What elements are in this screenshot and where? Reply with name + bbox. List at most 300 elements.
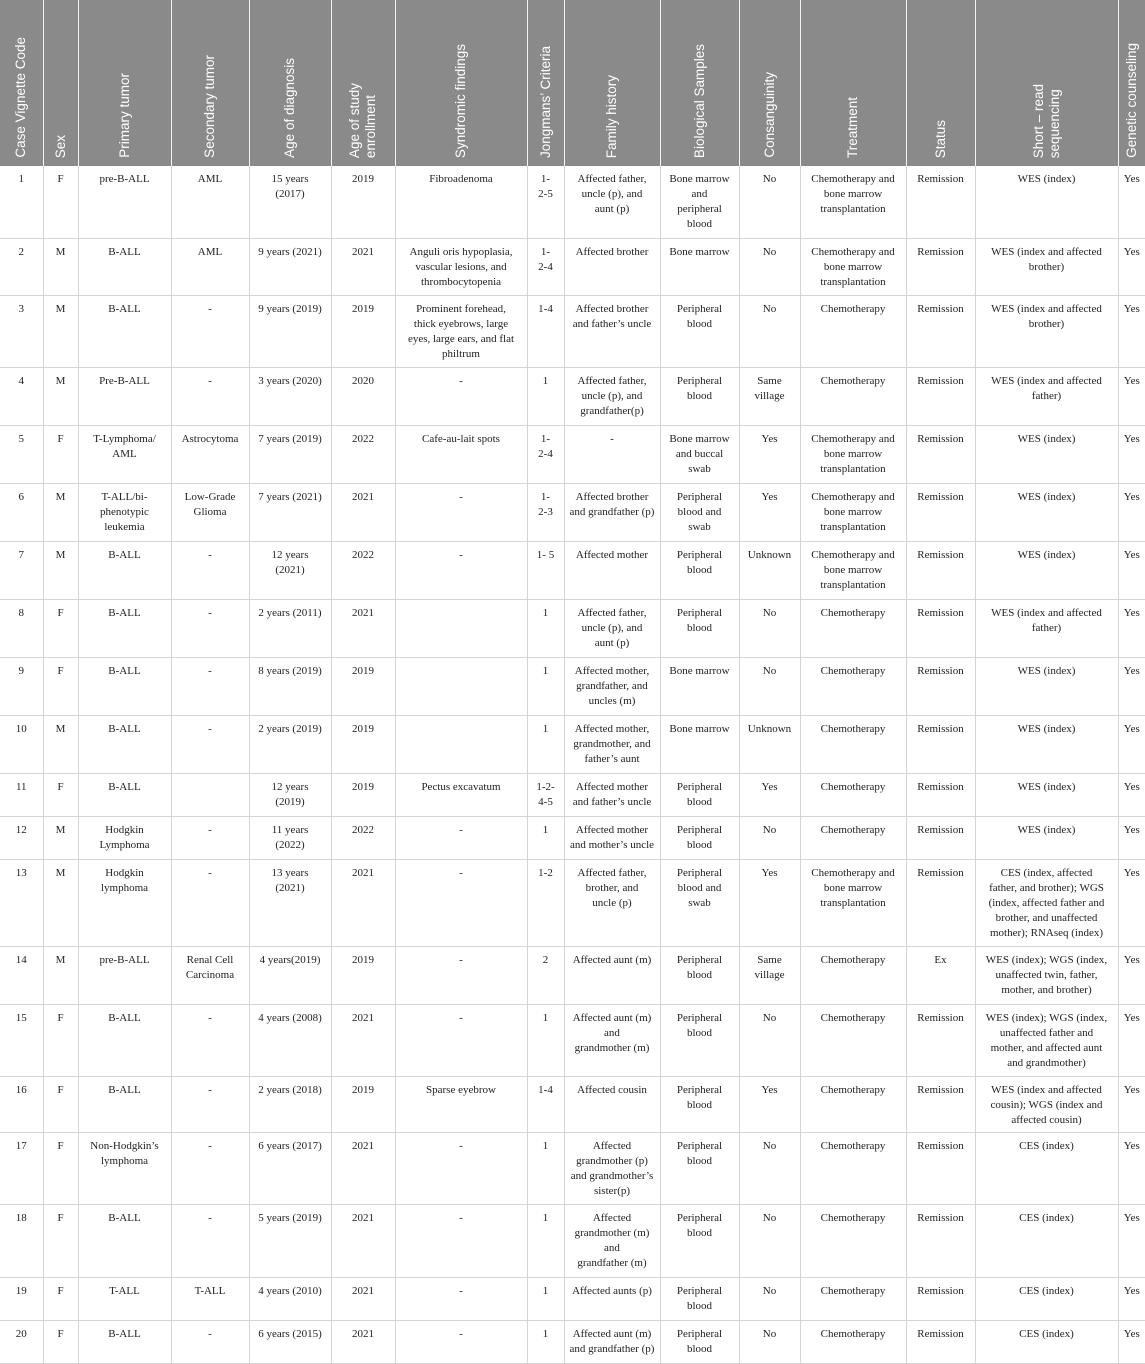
header-syndromic-findings <box>395 0 527 166</box>
header-age-of-diagnosis <box>249 0 331 166</box>
cell-age-of-diagnosis: 2 years (2019) <box>249 715 331 773</box>
cell-family-history: Affected grandmother (p) and grandmother’s sister(p) <box>564 1132 660 1204</box>
cell-genetic-counseling: Yes <box>1118 657 1145 715</box>
header-consanguinity <box>739 0 800 166</box>
cell-jongmans-criteria: 1 <box>527 1320 564 1363</box>
cell-jongmans-criteria: 1 <box>527 657 564 715</box>
cell-age-of-enrollment: 2021 <box>331 1277 395 1320</box>
cell-genetic-counseling: Yes <box>1118 295 1145 367</box>
header-age-of-enrollment <box>331 0 395 166</box>
cell-primary-tumor: T-Lymphoma/ AML <box>78 425 171 483</box>
cell-treatment: Chemotherapy <box>800 773 906 816</box>
cell-primary-tumor: B-ALL <box>78 599 171 657</box>
cell-secondary-tumor: - <box>171 1004 249 1076</box>
column-header-label: Consanguinity <box>761 72 777 158</box>
cell-jongmans-criteria: 1- 2-3 <box>527 483 564 541</box>
column-header-label: Age of study enrollment <box>347 82 378 158</box>
cell-syndromic-findings: Sparse eyebrow <box>395 1076 527 1132</box>
cell-biological-samples: Peripheral blood <box>660 1076 739 1132</box>
cell-sequencing: WES (index) <box>975 541 1118 599</box>
cell-sequencing: WES (index) <box>975 425 1118 483</box>
cell-age-of-enrollment: 2021 <box>331 483 395 541</box>
cell-family-history: Affected mother <box>564 541 660 599</box>
cell-primary-tumor: Hodgkin Lymphoma <box>78 816 171 859</box>
cell-sequencing: WES (index) <box>975 816 1118 859</box>
cell-primary-tumor: pre-B-ALL <box>78 166 171 238</box>
cell-consanguinity: No <box>739 1132 800 1204</box>
cell-case-code: 1 <box>0 166 43 238</box>
cell-family-history: - <box>564 425 660 483</box>
header-family-history <box>564 0 660 166</box>
cell-consanguinity: Yes <box>739 773 800 816</box>
cell-consanguinity: No <box>739 238 800 295</box>
header-secondary-tumor <box>171 0 249 166</box>
cell-genetic-counseling: Yes <box>1118 166 1145 238</box>
table-row <box>0 166 1145 238</box>
cell-consanguinity: Yes <box>739 425 800 483</box>
cell-status: Remission <box>906 483 975 541</box>
cell-age-of-enrollment: 2019 <box>331 715 395 773</box>
cell-age-of-diagnosis: 4 years(2019) <box>249 946 331 1004</box>
header-jongmans-criteria <box>527 0 564 166</box>
cell-age-of-diagnosis: 12 years (2019) <box>249 773 331 816</box>
cell-age-of-diagnosis: 11 years (2022) <box>249 816 331 859</box>
cell-family-history: Affected mother, grandmother, and father’s aunt <box>564 715 660 773</box>
cell-sex: M <box>43 946 78 1004</box>
cell-sequencing: CES (index) <box>975 1132 1118 1204</box>
header-treatment <box>800 0 906 166</box>
cell-biological-samples: Peripheral blood <box>660 599 739 657</box>
cell-status: Remission <box>906 425 975 483</box>
cell-sex: F <box>43 599 78 657</box>
cell-age-of-diagnosis: 7 years (2019) <box>249 425 331 483</box>
table-row <box>0 657 1145 715</box>
cell-biological-samples: Peripheral blood <box>660 946 739 1004</box>
cell-genetic-counseling: Yes <box>1118 367 1145 425</box>
cell-syndromic-findings: Pectus excavatum <box>395 773 527 816</box>
cell-secondary-tumor: - <box>171 1204 249 1277</box>
table-row <box>0 1076 1145 1132</box>
cell-case-code: 4 <box>0 367 43 425</box>
cell-jongmans-criteria: 1 <box>527 1004 564 1076</box>
header-genetic-counseling <box>1118 0 1145 166</box>
cell-status: Remission <box>906 1132 975 1204</box>
cell-treatment: Chemotherapy <box>800 715 906 773</box>
cell-secondary-tumor <box>171 773 249 816</box>
cell-case-code: 17 <box>0 1132 43 1204</box>
cell-age-of-enrollment: 2021 <box>331 1320 395 1363</box>
cell-case-code: 18 <box>0 1204 43 1277</box>
table-row <box>0 483 1145 541</box>
table-body <box>0 166 1145 1363</box>
cell-treatment: Chemotherapy <box>800 657 906 715</box>
cell-jongmans-criteria: 1 <box>527 1132 564 1204</box>
cell-consanguinity: Yes <box>739 483 800 541</box>
cell-consanguinity: Unknown <box>739 541 800 599</box>
cell-primary-tumor: pre-B-ALL <box>78 946 171 1004</box>
cell-case-code: 8 <box>0 599 43 657</box>
cell-case-code: 2 <box>0 238 43 295</box>
column-header-label: Secondary tumor <box>202 55 217 158</box>
cell-jongmans-criteria: 1-4 <box>527 1076 564 1132</box>
cell-sequencing: WES (index and affected brother) <box>975 238 1118 295</box>
cell-syndromic-findings: Anguli oris hypoplasia, vascular lesions, and thrombocytopenia <box>395 238 527 295</box>
cell-jongmans-criteria: 2 <box>527 946 564 1004</box>
cell-treatment: Chemotherapy <box>800 599 906 657</box>
cell-sequencing: WES (index and affected brother) <box>975 295 1118 367</box>
cell-biological-samples: Peripheral blood <box>660 816 739 859</box>
cell-age-of-enrollment: 2022 <box>331 541 395 599</box>
cell-sex: M <box>43 541 78 599</box>
cell-treatment: Chemotherapy and bone marrow transplantation <box>800 483 906 541</box>
cell-secondary-tumor: AML <box>171 166 249 238</box>
cell-family-history: Affected father, brother, and uncle (p) <box>564 859 660 946</box>
cell-status: Remission <box>906 367 975 425</box>
cell-biological-samples: Peripheral blood <box>660 1277 739 1320</box>
header-biological-samples <box>660 0 739 166</box>
cell-consanguinity: No <box>739 1320 800 1363</box>
cell-consanguinity: Yes <box>739 859 800 946</box>
cell-genetic-counseling: Yes <box>1118 859 1145 946</box>
table-row <box>0 599 1145 657</box>
cell-age-of-diagnosis: 7 years (2021) <box>249 483 331 541</box>
header-case-code <box>0 0 43 166</box>
cell-status: Remission <box>906 541 975 599</box>
cell-sequencing: CES (index, affected father, and brother); WGS (index, affected father and brother, and unaffected mother); RNAseq (index) <box>975 859 1118 946</box>
cell-genetic-counseling: Yes <box>1118 816 1145 859</box>
cell-biological-samples: Peripheral blood <box>660 367 739 425</box>
cell-age-of-enrollment: 2019 <box>331 295 395 367</box>
cell-family-history: Affected cousin <box>564 1076 660 1132</box>
header-primary-tumor <box>78 0 171 166</box>
cell-case-code: 3 <box>0 295 43 367</box>
cell-secondary-tumor: - <box>171 599 249 657</box>
cell-jongmans-criteria: 1 <box>527 816 564 859</box>
cell-biological-samples: Bone marrow <box>660 238 739 295</box>
cell-primary-tumor: Hodgkin lymphoma <box>78 859 171 946</box>
cell-consanguinity: No <box>739 599 800 657</box>
header-sequencing <box>975 0 1118 166</box>
column-header-label: Short – read sequencing <box>1030 83 1062 158</box>
cell-sequencing: WES (index) <box>975 483 1118 541</box>
cell-age-of-enrollment: 2019 <box>331 657 395 715</box>
cell-jongmans-criteria: 1- 5 <box>527 541 564 599</box>
cell-age-of-enrollment: 2021 <box>331 599 395 657</box>
cell-family-history: Affected mother, grandfather, and uncles (m) <box>564 657 660 715</box>
cell-family-history: Affected mother and mother’s uncle <box>564 816 660 859</box>
cell-biological-samples: Peripheral blood <box>660 1132 739 1204</box>
table-row <box>0 1204 1145 1277</box>
cell-genetic-counseling: Yes <box>1118 541 1145 599</box>
cell-consanguinity: No <box>739 816 800 859</box>
column-header-label: Jongmans’ Criteria <box>537 45 553 158</box>
cell-consanguinity: No <box>739 1277 800 1320</box>
cell-syndromic-findings: - <box>395 367 527 425</box>
cell-syndromic-findings: Cafe-au-lait spots <box>395 425 527 483</box>
cell-treatment: Chemotherapy <box>800 1076 906 1132</box>
cell-secondary-tumor: - <box>171 816 249 859</box>
cell-secondary-tumor: - <box>171 1076 249 1132</box>
cell-sex: F <box>43 1277 78 1320</box>
cell-primary-tumor: B-ALL <box>78 238 171 295</box>
cell-family-history: Affected grandmother (m) and grandfather (m) <box>564 1204 660 1277</box>
cell-primary-tumor: T-ALL <box>78 1277 171 1320</box>
cell-treatment: Chemotherapy <box>800 367 906 425</box>
cell-genetic-counseling: Yes <box>1118 1076 1145 1132</box>
cell-jongmans-criteria: 1-2 <box>527 859 564 946</box>
cell-sequencing: WES (index) <box>975 715 1118 773</box>
table-row <box>0 1277 1145 1320</box>
cell-status: Remission <box>906 295 975 367</box>
cell-primary-tumor: B-ALL <box>78 541 171 599</box>
cell-consanguinity: No <box>739 166 800 238</box>
table-row <box>0 295 1145 367</box>
cell-treatment: Chemotherapy <box>800 946 906 1004</box>
cell-status: Remission <box>906 599 975 657</box>
cell-case-code: 10 <box>0 715 43 773</box>
cell-syndromic-findings: - <box>395 1204 527 1277</box>
cell-sequencing: WES (index) <box>975 657 1118 715</box>
cell-sex: M <box>43 816 78 859</box>
cell-case-code: 6 <box>0 483 43 541</box>
table-row <box>0 425 1145 483</box>
column-header-label: Status <box>932 119 948 158</box>
cell-secondary-tumor: - <box>171 657 249 715</box>
cell-biological-samples: Peripheral blood <box>660 773 739 816</box>
cell-status: Remission <box>906 166 975 238</box>
table-row <box>0 367 1145 425</box>
cell-age-of-diagnosis: 4 years (2010) <box>249 1277 331 1320</box>
cell-primary-tumor: T-ALL/bi- phenotypic leukemia <box>78 483 171 541</box>
cell-primary-tumor: Pre-B-ALL <box>78 367 171 425</box>
cell-sex: F <box>43 1320 78 1363</box>
cell-treatment: Chemotherapy <box>800 816 906 859</box>
cell-secondary-tumor: - <box>171 367 249 425</box>
cell-syndromic-findings: - <box>395 483 527 541</box>
cell-age-of-enrollment: 2019 <box>331 946 395 1004</box>
table-row <box>0 1004 1145 1076</box>
cell-jongmans-criteria: 1 <box>527 367 564 425</box>
cell-sequencing: CES (index) <box>975 1277 1118 1320</box>
cell-age-of-diagnosis: 4 years (2008) <box>249 1004 331 1076</box>
cell-age-of-diagnosis: 5 years (2019) <box>249 1204 331 1277</box>
cell-primary-tumor: B-ALL <box>78 1076 171 1132</box>
cell-jongmans-criteria: 1- 2-5 <box>527 166 564 238</box>
cell-consanguinity: Same village <box>739 367 800 425</box>
cell-syndromic-findings <box>395 715 527 773</box>
cell-jongmans-criteria: 1-2- 4-5 <box>527 773 564 816</box>
cell-status: Remission <box>906 1004 975 1076</box>
column-header-label: Genetic counseling <box>1123 43 1139 158</box>
header-sex <box>43 0 78 166</box>
cell-syndromic-findings: - <box>395 1277 527 1320</box>
cell-sequencing: WES (index); WGS (index, unaffected father and mother, and affected aunt and grandmother) <box>975 1004 1118 1076</box>
cell-case-code: 14 <box>0 946 43 1004</box>
header-row <box>0 0 1145 166</box>
cell-primary-tumor: B-ALL <box>78 715 171 773</box>
cell-status: Remission <box>906 657 975 715</box>
cell-treatment: Chemotherapy <box>800 1204 906 1277</box>
cell-secondary-tumor: - <box>171 295 249 367</box>
cell-case-code: 19 <box>0 1277 43 1320</box>
cell-genetic-counseling: Yes <box>1118 773 1145 816</box>
cell-status: Remission <box>906 238 975 295</box>
cell-case-code: 13 <box>0 859 43 946</box>
cell-sequencing: WES (index); WGS (index, unaffected twin, father, mother, and brother) <box>975 946 1118 1004</box>
cell-sequencing: CES (index) <box>975 1204 1118 1277</box>
cell-sex: M <box>43 715 78 773</box>
cell-age-of-enrollment: 2022 <box>331 425 395 483</box>
cell-family-history: Affected brother and grandfather (p) <box>564 483 660 541</box>
cell-syndromic-findings: - <box>395 946 527 1004</box>
cell-age-of-diagnosis: 6 years (2015) <box>249 1320 331 1363</box>
cell-case-code: 20 <box>0 1320 43 1363</box>
cell-treatment: Chemotherapy and bone marrow transplantation <box>800 541 906 599</box>
cell-syndromic-findings: - <box>395 1320 527 1363</box>
cell-sex: M <box>43 483 78 541</box>
cell-status: Remission <box>906 773 975 816</box>
cell-syndromic-findings: - <box>395 859 527 946</box>
cell-biological-samples: Bone marrow <box>660 657 739 715</box>
cell-genetic-counseling: Yes <box>1118 1320 1145 1363</box>
cell-family-history: Affected father, uncle (p), and grandfather(p) <box>564 367 660 425</box>
cell-biological-samples: Bone marrow and peripheral blood <box>660 166 739 238</box>
cell-genetic-counseling: Yes <box>1118 1277 1145 1320</box>
column-header-label: Syndromic findings <box>453 43 468 158</box>
cell-status: Remission <box>906 1277 975 1320</box>
cell-status: Remission <box>906 1076 975 1132</box>
cell-treatment: Chemotherapy and bone marrow transplantation <box>800 166 906 238</box>
cell-treatment: Chemotherapy <box>800 295 906 367</box>
cell-sex: F <box>43 1132 78 1204</box>
cell-syndromic-findings: - <box>395 816 527 859</box>
cell-biological-samples: Peripheral blood <box>660 1204 739 1277</box>
cell-genetic-counseling: Yes <box>1118 715 1145 773</box>
cell-consanguinity: Unknown <box>739 715 800 773</box>
table-row <box>0 541 1145 599</box>
cell-sex: M <box>43 238 78 295</box>
cell-secondary-tumor: - <box>171 1320 249 1363</box>
cell-syndromic-findings: Prominent forehead, thick eyebrows, large eyes, large ears, and flat philtrum <box>395 295 527 367</box>
cell-jongmans-criteria: 1-4 <box>527 295 564 367</box>
cell-sex: F <box>43 1076 78 1132</box>
cell-family-history: Affected aunt (m) and grandmother (m) <box>564 1004 660 1076</box>
cell-treatment: Chemotherapy and bone marrow transplantation <box>800 859 906 946</box>
cell-genetic-counseling: Yes <box>1118 483 1145 541</box>
cell-age-of-enrollment: 2021 <box>331 1004 395 1076</box>
cell-family-history: Affected mother and father’s uncle <box>564 773 660 816</box>
cell-jongmans-criteria: 1 <box>527 599 564 657</box>
cell-family-history: Affected aunts (p) <box>564 1277 660 1320</box>
cell-status: Ex <box>906 946 975 1004</box>
cell-biological-samples: Peripheral blood and swab <box>660 483 739 541</box>
cell-age-of-enrollment: 2021 <box>331 859 395 946</box>
cell-jongmans-criteria: 1 <box>527 1204 564 1277</box>
cell-secondary-tumor: - <box>171 859 249 946</box>
cell-status: Remission <box>906 1320 975 1363</box>
cell-sequencing: WES (index and affected cousin); WGS (index and affected cousin) <box>975 1076 1118 1132</box>
cell-secondary-tumor: - <box>171 1132 249 1204</box>
cell-status: Remission <box>906 715 975 773</box>
cell-syndromic-findings: Fibroadenoma <box>395 166 527 238</box>
column-header-label: Family history <box>604 74 619 158</box>
cell-sequencing: WES (index and affected father) <box>975 367 1118 425</box>
cell-case-code: 9 <box>0 657 43 715</box>
cell-consanguinity: Same village <box>739 946 800 1004</box>
cell-age-of-diagnosis: 6 years (2017) <box>249 1132 331 1204</box>
cell-secondary-tumor: Astrocytoma <box>171 425 249 483</box>
cell-secondary-tumor: AML <box>171 238 249 295</box>
cell-biological-samples: Bone marrow <box>660 715 739 773</box>
cell-family-history: Affected brother and father’s uncle <box>564 295 660 367</box>
cell-genetic-counseling: Yes <box>1118 425 1145 483</box>
cell-age-of-diagnosis: 2 years (2011) <box>249 599 331 657</box>
cell-age-of-diagnosis: 2 years (2018) <box>249 1076 331 1132</box>
cell-age-of-enrollment: 2019 <box>331 1076 395 1132</box>
table-row <box>0 859 1145 946</box>
cell-treatment: Chemotherapy <box>800 1132 906 1204</box>
cell-sex: F <box>43 425 78 483</box>
cell-primary-tumor: B-ALL <box>78 295 171 367</box>
cell-sequencing: WES (index) <box>975 166 1118 238</box>
cell-genetic-counseling: Yes <box>1118 238 1145 295</box>
cell-primary-tumor: B-ALL <box>78 657 171 715</box>
cell-secondary-tumor: T-ALL <box>171 1277 249 1320</box>
cell-status: Remission <box>906 1204 975 1277</box>
column-header-label: Age of diagnosis <box>282 58 297 158</box>
cell-syndromic-findings <box>395 657 527 715</box>
cell-biological-samples: Peripheral blood <box>660 1004 739 1076</box>
cell-age-of-diagnosis: 12 years (2021) <box>249 541 331 599</box>
cell-age-of-enrollment: 2021 <box>331 1204 395 1277</box>
cell-case-code: 12 <box>0 816 43 859</box>
cell-case-code: 16 <box>0 1076 43 1132</box>
cell-genetic-counseling: Yes <box>1118 1132 1145 1204</box>
cell-family-history: Affected aunt (m) <box>564 946 660 1004</box>
cell-age-of-enrollment: 2021 <box>331 238 395 295</box>
cell-biological-samples: Bone marrow and buccal swab <box>660 425 739 483</box>
table-row <box>0 773 1145 816</box>
column-header-label: Primary tumor <box>116 73 132 158</box>
cell-sex: F <box>43 1004 78 1076</box>
cell-age-of-enrollment: 2022 <box>331 816 395 859</box>
cell-consanguinity: No <box>739 295 800 367</box>
cell-genetic-counseling: Yes <box>1118 599 1145 657</box>
cell-sequencing: CES (index) <box>975 1320 1118 1363</box>
cell-jongmans-criteria: 1 <box>527 1277 564 1320</box>
cell-treatment: Chemotherapy <box>800 1277 906 1320</box>
cell-biological-samples: Peripheral blood <box>660 1320 739 1363</box>
cell-consanguinity: Yes <box>739 1076 800 1132</box>
cell-syndromic-findings: - <box>395 1004 527 1076</box>
cell-family-history: Affected aunt (m) and grandfather (p) <box>564 1320 660 1363</box>
cell-case-code: 11 <box>0 773 43 816</box>
cell-secondary-tumor: - <box>171 715 249 773</box>
cell-age-of-enrollment: 2019 <box>331 166 395 238</box>
cell-biological-samples: Peripheral blood <box>660 295 739 367</box>
column-header-label: Treatment <box>845 96 860 158</box>
cell-secondary-tumor: Low-Grade Glioma <box>171 483 249 541</box>
cell-secondary-tumor: - <box>171 541 249 599</box>
table-row <box>0 816 1145 859</box>
cell-age-of-diagnosis: 9 years (2019) <box>249 295 331 367</box>
cell-consanguinity: No <box>739 1204 800 1277</box>
cell-case-code: 7 <box>0 541 43 599</box>
cell-genetic-counseling: Yes <box>1118 1204 1145 1277</box>
column-header-label: Case Vignette Code <box>13 37 29 158</box>
cell-sex: F <box>43 657 78 715</box>
cell-treatment: Chemotherapy and bone marrow transplantation <box>800 238 906 295</box>
